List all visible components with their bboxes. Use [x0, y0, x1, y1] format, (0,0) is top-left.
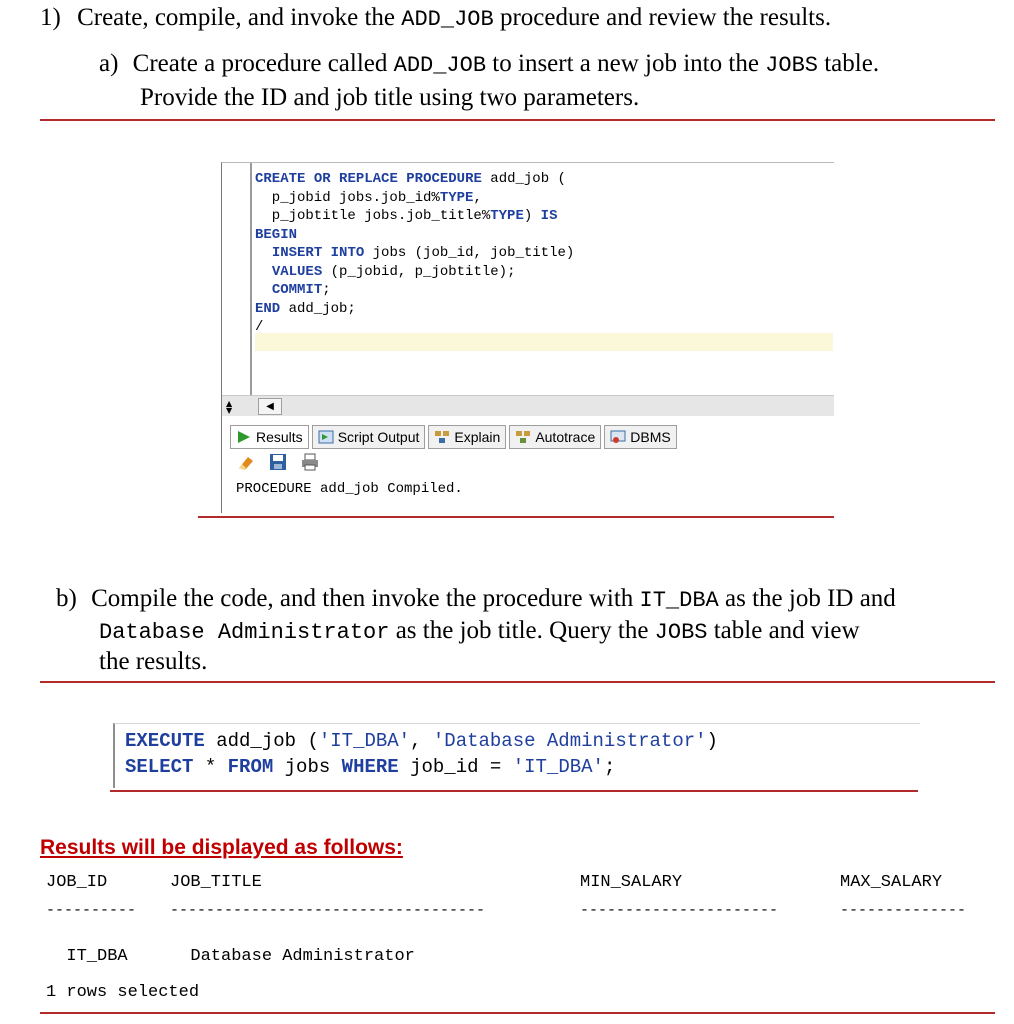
sql-statement-block [113, 723, 920, 788]
eraser-icon[interactable] [236, 453, 256, 471]
print-icon[interactable] [300, 453, 320, 471]
step-text: as the job title. Query the [389, 617, 655, 644]
code-title: Database Administrator [99, 620, 390, 645]
explain-icon [434, 430, 450, 444]
tab-script-output[interactable] [312, 425, 426, 449]
rows-selected-footer: 1 rows selected [46, 983, 200, 1002]
code-line: VALUES (p_jobid, p_jobtitle); [271, 263, 516, 280]
column-header-min-salary: MIN_SALARY [580, 873, 683, 892]
code-line: END add_job; [255, 300, 356, 317]
script-icon [318, 430, 334, 444]
tab-results[interactable] [230, 425, 309, 449]
code-line: BEGIN [255, 226, 298, 243]
divider [40, 119, 995, 121]
divider [198, 516, 834, 518]
code-line: / [255, 319, 264, 335]
column-header-max-salary: MAX_SALARY [840, 873, 943, 892]
step-text: to insert a new job into the [486, 50, 766, 77]
code-editor[interactable] [255, 170, 574, 337]
results-heading: Results will be displayed as follows: [40, 836, 403, 859]
step-number: b) [56, 585, 77, 612]
step-text: procedure and review the results. [493, 4, 832, 31]
cell-job-title: Database Administrator [190, 947, 415, 966]
tab-label: DBMS [630, 429, 671, 445]
dbms-output-icon [610, 430, 626, 444]
tab-explain[interactable] [428, 425, 506, 449]
cell-job-id: IT_DBA [66, 947, 128, 966]
step-a-line2: Provide the ID and job title using two parameters. [140, 84, 640, 111]
code-line: CREATE OR REPLACE PROCEDURE add_job ( [255, 171, 566, 187]
autotrace-icon [515, 430, 531, 444]
output-tabs [230, 425, 677, 449]
step-number: 1) [40, 4, 61, 31]
column-header-job-title: JOB_TITLE [170, 873, 262, 892]
step-number: a) [99, 50, 119, 77]
table-row [46, 928, 128, 966]
step-text: Compile the code, and then invoke the procedure with [91, 585, 640, 612]
script-output-text: PROCEDURE add_job Compiled. [236, 481, 463, 497]
step-text: table and view [707, 617, 860, 644]
step-a-instruction [99, 48, 879, 81]
step-text: Create, compile, and invoke the [77, 4, 402, 31]
divider [110, 790, 918, 792]
sql-editor-panel [221, 162, 834, 513]
step-text: as the job ID and [718, 585, 896, 612]
column-separator: ---------------------- [580, 902, 779, 919]
tab-label: Script Output [337, 429, 420, 445]
column-separator: ---------- [46, 902, 137, 919]
run-icon [236, 430, 252, 444]
code-id: IT_DBA [639, 588, 719, 613]
code-line: p_jobid jobs.job_id%TYPE, [255, 189, 482, 206]
tab-dbms[interactable] [604, 425, 676, 449]
step-b-line2 [99, 615, 860, 648]
code-name: ADD_JOB [401, 7, 494, 32]
step-b-line3: the results. [99, 648, 208, 675]
scroll-left-button[interactable]: ◀ [258, 398, 282, 415]
divider [40, 1012, 995, 1014]
tab-autotrace[interactable] [509, 425, 601, 449]
code-table: JOBS [765, 53, 818, 78]
execute-statement: EXECUTE add_job ('IT_DBA', 'Database Administrator') [125, 730, 718, 752]
tab-label: Results [256, 429, 303, 445]
step-1-instruction [40, 2, 831, 35]
code-name: ADD_JOB [393, 53, 487, 78]
column-separator: -------------- [840, 902, 967, 919]
table-row [170, 928, 415, 966]
divider [40, 681, 995, 683]
output-toolbar [236, 453, 320, 471]
step-b-instruction [56, 583, 896, 616]
horizontal-scrollbar[interactable] [222, 395, 834, 416]
code-line: COMMIT; [271, 282, 331, 298]
tab-label: Explain [454, 429, 501, 445]
step-text: table. [817, 50, 880, 77]
save-icon[interactable] [268, 453, 288, 471]
column-header-job-id: JOB_ID [46, 873, 108, 892]
tab-label: Autotrace [535, 429, 596, 445]
editor-gutter [222, 163, 252, 395]
split-arrows-icon[interactable]: ▲ ▼ [226, 399, 233, 415]
select-statement: SELECT * FROM jobs WHERE job_id = 'IT_DBA'; [125, 756, 616, 778]
code-line: INSERT INTO jobs (job_id, job_title) [271, 245, 575, 261]
column-separator: ----------------------------------- [170, 902, 486, 919]
code-line: p_jobtitle jobs.job_title%TYPE) IS [255, 208, 558, 224]
code-table: JOBS [654, 620, 708, 645]
step-text: Create a procedure called [132, 50, 394, 77]
